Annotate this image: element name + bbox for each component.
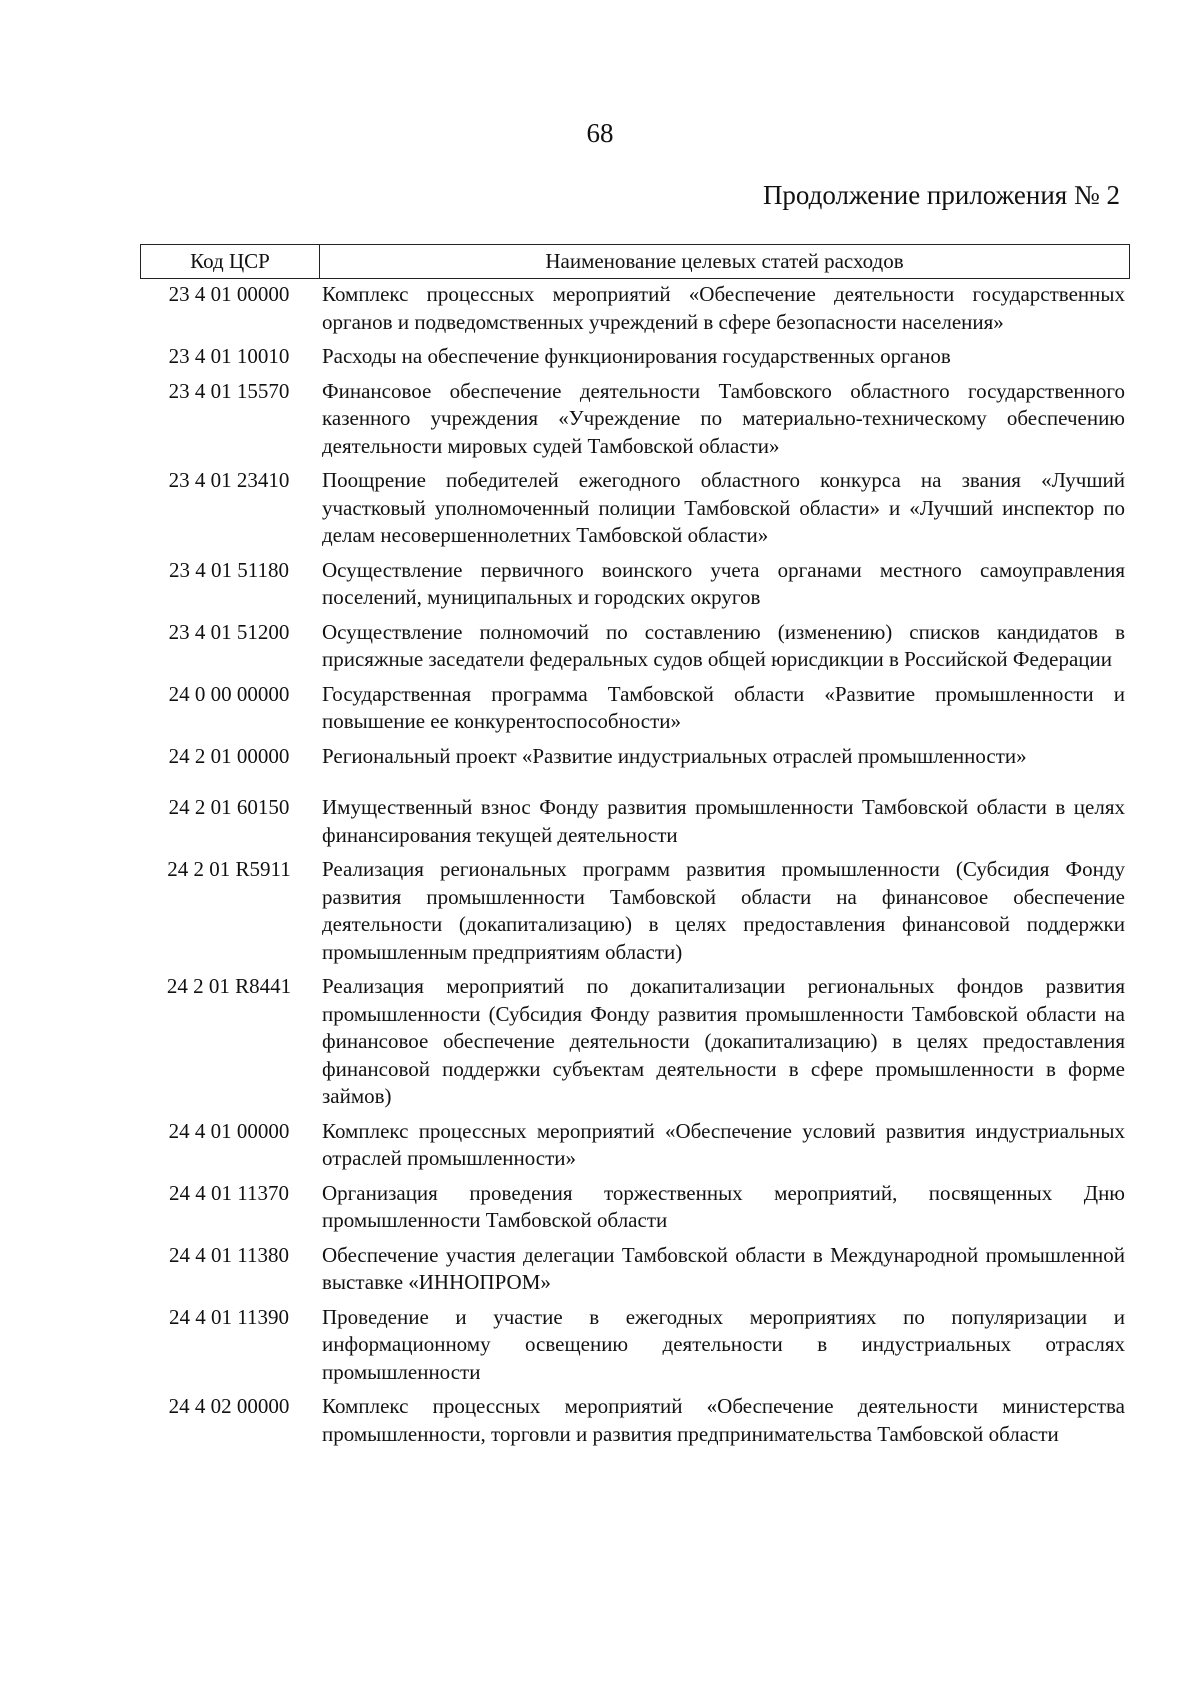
budget-codes-table — [140, 244, 1130, 1453]
table-row — [140, 854, 1130, 966]
row-name: Обеспечение участия делегации Тамбовской области в Международной промышленной выставке «ИННОПРОМ» — [322, 1242, 1125, 1294]
table-row — [140, 1302, 1130, 1387]
row-name: Осуществление первичного воинского учета органами местного самоуправления поселений, муниципальных и городских округов — [322, 557, 1125, 609]
row-name: Финансовое обеспечение деятельности Тамбовского областного государственного казенного учреждения «Учреждение по материально-техническому обеспечению деятельности мировых судей Тамбовской области» — [322, 378, 1125, 458]
row-code: 23 4 01 51180 — [169, 557, 289, 582]
row-name: Комплекс процессных мероприятий «Обеспечение условий развития индустриальных отраслей промышленности» — [322, 1118, 1125, 1170]
row-name: Государственная программа Тамбовской области «Развитие промышленности и повышение ее конкурентоспособности» — [322, 681, 1125, 733]
row-code: 23 4 01 23410 — [168, 468, 290, 492]
row-name: Имущественный взнос Фонду развития промышленности Тамбовской области в целях финансирования текущей деятельности — [322, 795, 1125, 847]
table-row — [140, 376, 1130, 461]
row-code: 23 4 01 15570 — [168, 378, 290, 403]
row-code: 23 4 01 10010 — [168, 344, 290, 368]
row-code: 23 4 01 00000 — [168, 282, 290, 306]
table-row — [140, 1178, 1130, 1235]
row-name: Поощрение победителей ежегодного областного конкурса на звания «Лучший участковый уполномоченный полиции Тамбовской области» и «Лучший инспектор по делам несовершеннолетних Тамбовской области» — [322, 468, 1125, 547]
table-header — [140, 244, 1130, 279]
row-name: Комплекс процессных мероприятий «Обеспечение деятельности министерства промышленности, торговли и развития предпринимательства Тамбовской области — [322, 1394, 1125, 1446]
row-code: 24 2 01 R8441 — [166, 974, 292, 998]
row-name: Осуществление полномочий по составлению (изменению) списков кандидатов в присяжные заседатели федеральных судов общей юрисдикции в Российской Федерации — [322, 619, 1125, 671]
table-row — [140, 555, 1130, 612]
table-row — [140, 1391, 1130, 1448]
table-row — [140, 971, 1130, 1111]
table-row — [140, 341, 1130, 371]
row-code: 24 4 01 11380 — [169, 1242, 289, 1267]
row-code: 24 4 01 11370 — [169, 1180, 289, 1205]
table-row — [140, 617, 1130, 674]
page-number: 68 — [586, 118, 614, 148]
table-row — [140, 1240, 1130, 1297]
row-code: 24 4 01 11390 — [169, 1304, 289, 1329]
row-name: Организация проведения торжественных мероприятий, посвященных Дню промышленности Тамбовской области — [322, 1180, 1125, 1232]
row-code: 24 4 01 00000 — [168, 1118, 290, 1143]
table-row — [140, 679, 1130, 736]
row-code: 24 0 00 00000 — [168, 681, 290, 706]
row-name: Расходы на обеспечение функционирования государственных органов — [322, 344, 951, 368]
row-name: Комплекс процессных мероприятий «Обеспечение деятельности государственных органов и подведомственных учреждений в сфере безопасности населения» — [322, 282, 1125, 334]
table-row — [140, 792, 1130, 849]
row-code: 24 2 01 60150 — [168, 795, 290, 819]
row-code: 24 2 01 00000 — [168, 743, 290, 768]
table-row — [140, 1116, 1130, 1173]
table-row — [140, 465, 1130, 550]
row-code: 24 2 01 R5911 — [167, 857, 291, 881]
header-name: Наименование целевых статей расходов — [545, 249, 904, 273]
row-name: Реализация мероприятий по докапитализации региональных фондов развития промышленности (Субсидия Фонду развития промышленности Тамбовской области на финансовое обеспечение деятельности (докапитализацию) в целях предоставления финансовой поддержки субъектам деятельности в сфере промышленности в форме займов) — [322, 974, 1125, 1108]
row-name: Региональный проект «Развитие индустриальных отраслей промышленности» — [322, 743, 1027, 768]
table-row — [140, 741, 1130, 771]
row-name: Проведение и участие в ежегодных мероприятиях по популяризации и информационному освещению деятельности в индустриальных отраслях промышленности — [322, 1304, 1125, 1384]
table-row — [140, 279, 1130, 336]
row-code: 24 4 02 00000 — [168, 1394, 290, 1418]
row-code: 23 4 01 51200 — [168, 619, 290, 644]
header-code: Код ЦСР — [141, 245, 320, 278]
row-name: Реализация региональных программ развития промышленности (Субсидия Фонду развития промышленности Тамбовской области на финансовое обеспечение деятельности (докапитализацию) в целях предоставления финансовой поддержки промышленным предприятиям области) — [322, 857, 1125, 964]
appendix-caption: Продолжение приложения № 2 — [762, 180, 1120, 210]
